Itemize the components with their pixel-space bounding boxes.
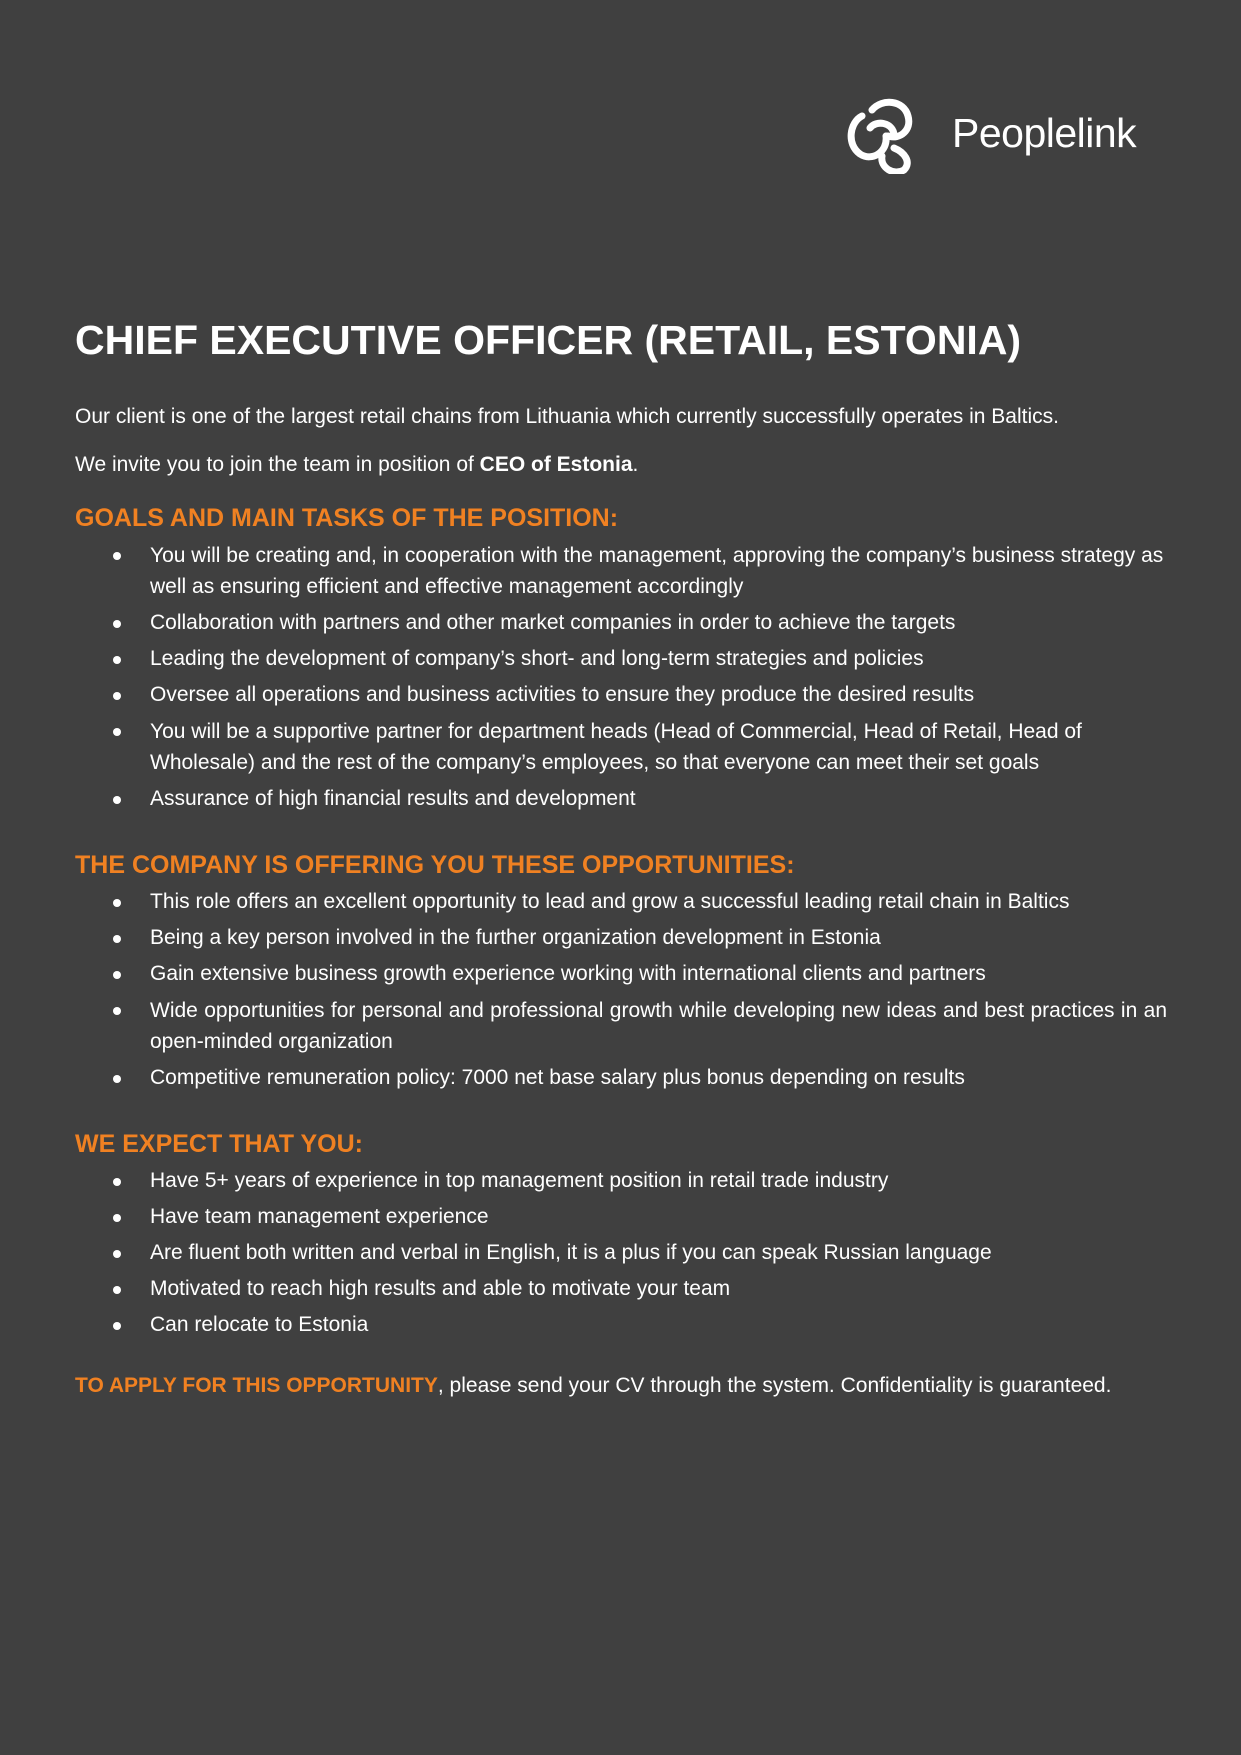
expect-item-text: Are fluent both written and verbal in English, it is a plus if you can speak Russian language: [150, 1241, 992, 1264]
apply-text: , please send your CV through the system. Confidentiality is guaranteed.: [437, 1374, 1112, 1397]
offer-list-item: [75, 1063, 1167, 1093]
goals-list-item: [75, 540, 1167, 602]
goals-item-text: You will be a supportive partner for department heads (Head of Commercial, Head of Retail, Head of Wholesale) and the rest of the company’s employees, so that everyone can meet their set goals: [150, 720, 1082, 774]
expect-list-item: [75, 1274, 1167, 1304]
expect-list: [75, 1166, 1167, 1340]
bullet-icon: [113, 935, 121, 943]
offer-item-text: Gain extensive business growth experience working with international clients and partners: [150, 962, 986, 985]
expect-list-item: [75, 1166, 1167, 1196]
bullet-icon: [113, 728, 121, 736]
bullet-icon: [113, 552, 121, 560]
offer-heading: THE COMPANY IS OFFERING YOU THESE OPPORTUNITIES:: [75, 851, 795, 879]
offer-list-item: [75, 959, 1167, 989]
brand-logo: [842, 92, 1136, 174]
offer-item-text: Wide opportunities for personal and professional growth while developing new ideas and best practices in an open-minded organization: [150, 999, 1167, 1053]
offer-list-item: [75, 995, 1167, 1057]
bullet-icon: [113, 1007, 121, 1015]
expect-item-text: Have team management experience: [150, 1205, 489, 1228]
peoplelink-rings-logo-icon: [842, 92, 922, 174]
goals-list-item: [75, 644, 1167, 674]
bullet-icon: [113, 1286, 121, 1294]
bullet-icon: [113, 620, 121, 628]
position-name: CEO of Estonia: [479, 453, 633, 476]
expect-list-item: [75, 1310, 1167, 1340]
job-description: [75, 310, 1167, 1400]
expect-item-text: Motivated to reach high results and able to motivate your team: [150, 1277, 731, 1300]
offer-list-item: [75, 887, 1167, 917]
goals-item-text: Oversee all operations and business activities to ensure they produce the desired results: [150, 683, 975, 706]
offer-list-item: [75, 923, 1167, 953]
page-title: CHIEF EXECUTIVE OFFICER (RETAIL, ESTONIA): [75, 317, 1022, 363]
goals-list-item: [75, 680, 1167, 710]
goals-item-text: Leading the development of company’s short- and long-term strategies and policies: [150, 647, 924, 670]
goals-heading: GOALS AND MAIN TASKS OF THE POSITION:: [75, 504, 619, 532]
bullet-icon: [113, 796, 121, 804]
goals-list-item: [75, 608, 1167, 638]
bullet-icon: [113, 1322, 121, 1330]
apply-accent: TO APPLY FOR THIS OPPORTUNITY: [75, 1374, 438, 1397]
goals-item-text: Collaboration with partners and other market companies in order to achieve the targets: [150, 611, 956, 634]
bullet-icon: [113, 1250, 121, 1258]
bullet-icon: [113, 1075, 121, 1083]
expect-item-text: Have 5+ years of experience in top management position in retail trade industry: [150, 1169, 889, 1192]
goals-item-text: You will be creating and, in cooperation with the management, approving the company’s business strategy as well as ensuring efficient and effective management accordingly: [150, 544, 1164, 598]
apply-instructions: [75, 1372, 1167, 1400]
offer-item-text: Being a key person involved in the further organization development in Estonia: [150, 926, 881, 949]
expect-heading: WE EXPECT THAT YOU:: [75, 1130, 363, 1158]
expect-list-item: [75, 1238, 1167, 1268]
goals-list: [75, 540, 1167, 814]
offer-list: [75, 887, 1167, 1093]
bullet-icon: [113, 971, 121, 979]
bullet-icon: [113, 1214, 121, 1222]
goals-list-item: [75, 716, 1167, 778]
goals-item-text: Assurance of high financial results and development: [150, 787, 636, 810]
expect-item-text: Can relocate to Estonia: [150, 1313, 369, 1336]
bullet-icon: [113, 1178, 121, 1186]
invitation-prefix: We invite you to join the team in position of: [75, 453, 480, 476]
invitation-suffix: .: [632, 453, 639, 476]
invitation-text: [75, 451, 1167, 479]
intro-text: Our client is one of the largest retail chains from Lithuania which currently successfully operates in Baltics.: [75, 405, 1059, 428]
expect-list-item: [75, 1202, 1167, 1232]
bullet-icon: [113, 656, 121, 664]
bullet-icon: [113, 692, 121, 700]
goals-list-item: [75, 784, 1167, 814]
offer-item-text: This role offers an excellent opportunity to lead and grow a successful leading retail chain in Baltics: [150, 890, 1070, 913]
bullet-icon: [113, 899, 121, 907]
offer-item-text: Competitive remuneration policy: 7000 net base salary plus bonus depending on results: [150, 1066, 965, 1089]
brand-name: Peoplelink: [952, 109, 1137, 156]
